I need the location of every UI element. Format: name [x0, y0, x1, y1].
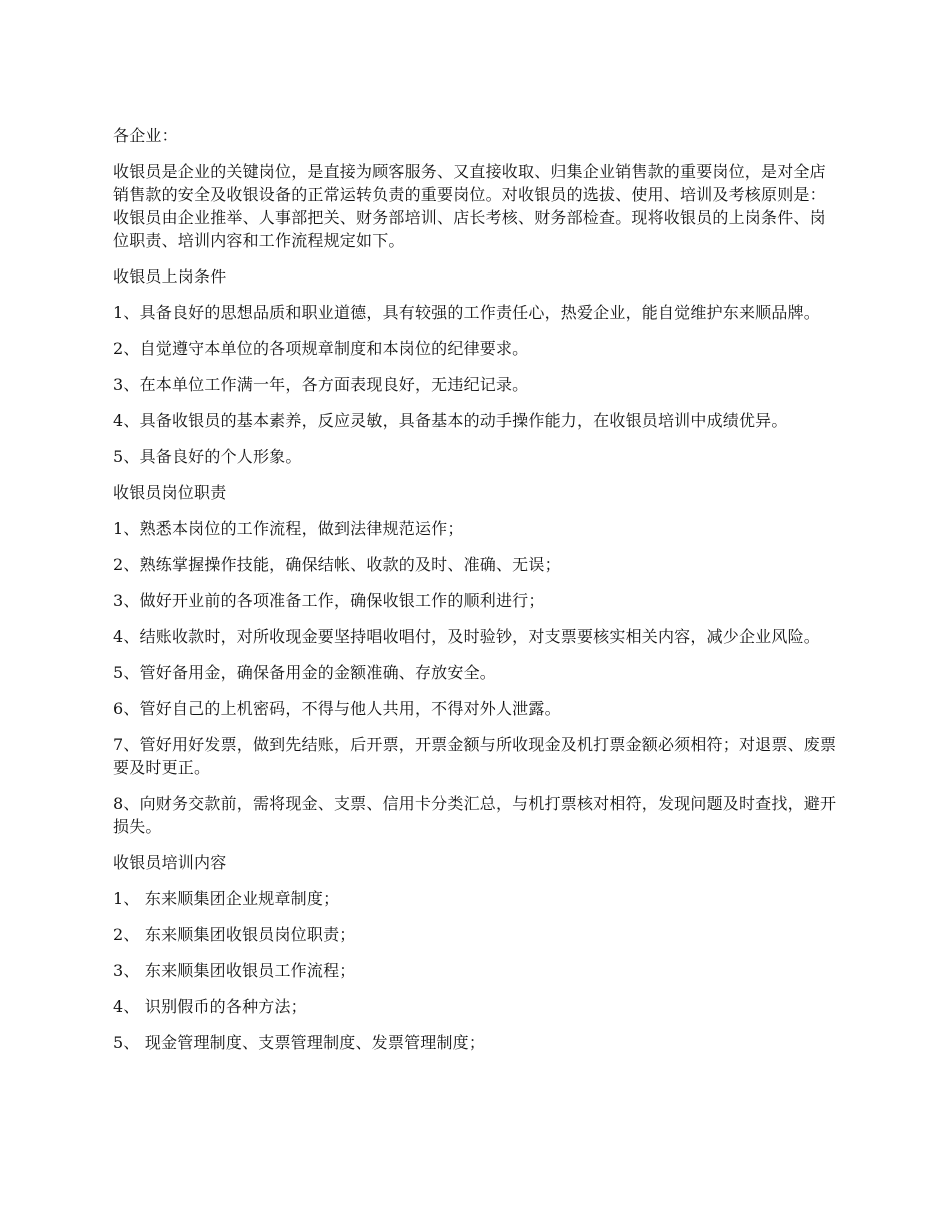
section-heading-requirements: 收银员上岗条件: [113, 267, 227, 286]
list-item: 4、具备收银员的基本素养，反应灵敏，具备基本的动手操作能力，在收银员培训中成绩优异。: [113, 411, 788, 430]
list-item: 5、 现金管理制度、支票管理制度、发票管理制度；: [113, 1033, 486, 1052]
section-heading-training: 收银员培训内容: [113, 853, 227, 872]
list-item: 4、结账收款时，对所收现金要坚持唱收唱付，及时验钞，对支票要核实相关内容，减少企业风险。: [113, 627, 820, 646]
salutation: 各企业：: [113, 126, 178, 145]
list-item: 2、熟练掌握操作技能，确保结帐、收款的及时、准确、无误；: [113, 555, 561, 574]
list-item: 2、自觉遵守本单位的各项规章制度和本岗位的纪律要求。: [113, 339, 529, 358]
list-item: 8、向财务交款前，需将现金、支票、信用卡分类汇总，与机打票核对相符，发现问题及时查找，避开损失。: [113, 794, 837, 836]
list-item: 1、具备良好的思想品质和职业道德，具有较强的工作责任心，热爱企业，能自觉维护东来顺品牌。: [113, 303, 820, 322]
list-item: 1、 东来顺集团企业规章制度；: [113, 889, 340, 908]
intro-paragraph: 收银员是企业的关键岗位，是直接为顾客服务、又直接收取、归集企业销售款的重要岗位，是对全店销售款的安全及收银设备的正常运转负责的重要岗位。对收银员的选拔、使用、培训及考核原则是：收银员由企业推举、人事部把关、财务部培训、店长考核、财务部检查。现将收银员的上岗条件、岗位职责、培训内容和工作流程规定如下。: [113, 162, 826, 250]
list-item: 5、具备良好的个人形象。: [113, 447, 302, 466]
list-item: 3、做好开业前的各项准备工作，确保收银工作的顺利进行；: [113, 591, 545, 610]
list-item: 3、 东来顺集团收银员工作流程；: [113, 961, 356, 980]
list-item: 1、熟悉本岗位的工作流程，做到法律规范运作；: [113, 519, 464, 538]
list-item: 2、 东来顺集团收银员岗位职责；: [113, 925, 356, 944]
list-item: 5、管好备用金，确保备用金的金额准确、存放安全。: [113, 663, 496, 682]
list-item: 7、管好用好发票，做到先结账，后开票，开票金额与所收现金及机打票金额必须相符；对退票、废票要及时更正。: [113, 735, 837, 777]
section-heading-duties: 收银员岗位职责: [113, 483, 227, 502]
list-item: 6、管好自己的上机密码，不得与他人共用，不得对外人泄露。: [113, 699, 561, 718]
list-item: 3、在本单位工作满一年，各方面表现良好，无违纪记录。: [113, 375, 529, 394]
list-item: 4、 识别假币的各种方法；: [113, 997, 307, 1016]
